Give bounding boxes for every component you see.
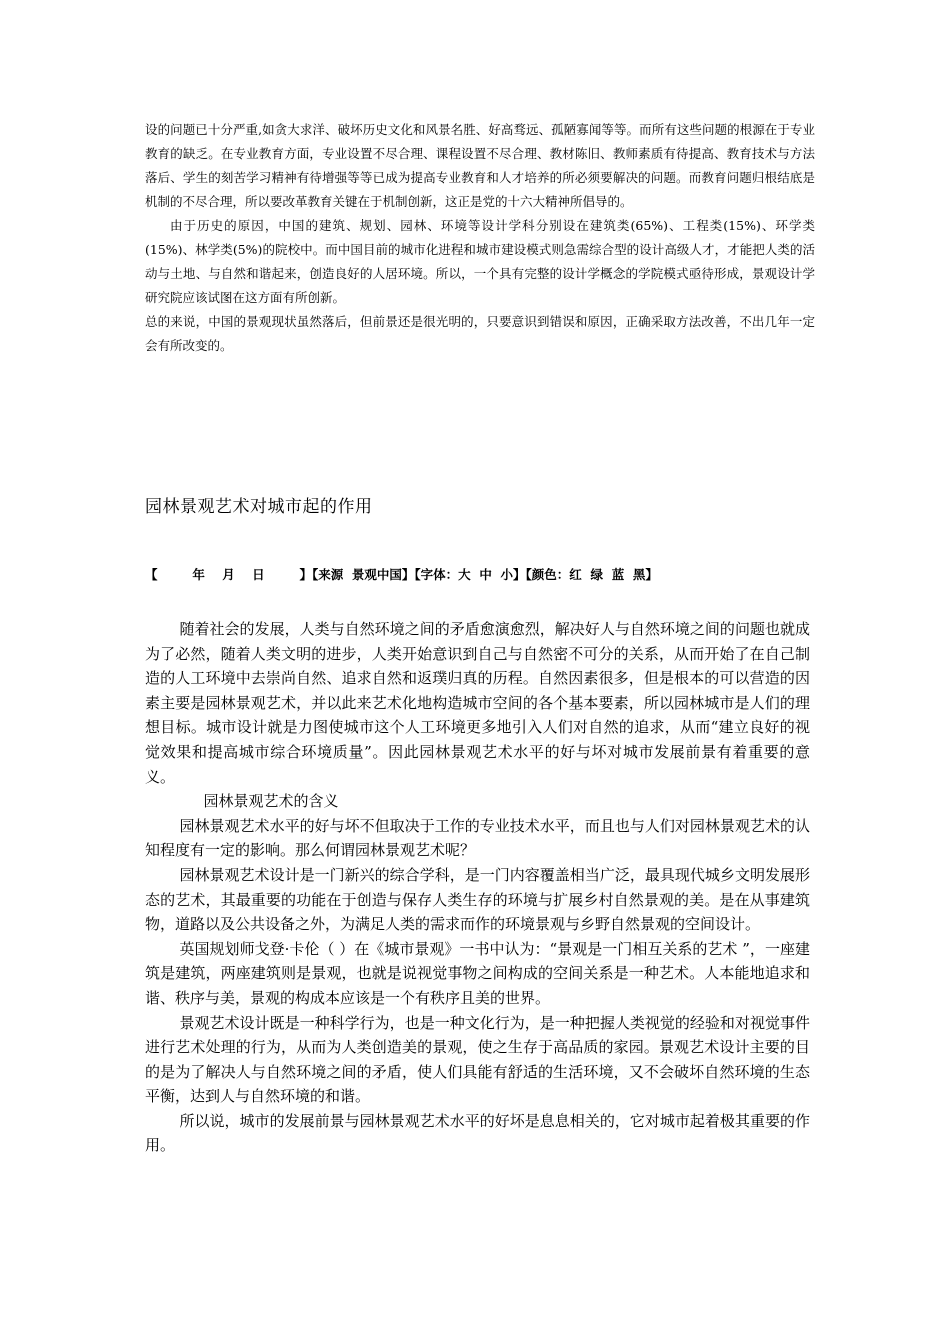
top-paragraph-1: 设的问题已十分严重,如贪大求洋、破坏历史文化和风景名胜、好高骛远、孤陋寡闻等等。而所有这些问题的根源在于专业教育的缺乏。在专业教育方面，专业设置不尽合理、课程设置不尽合理、教材陈旧、教师素质有待提高、教育技术与方法落后、学生的刻苦学习精神有待增强等等已成为提高专业教育和人才培养的所必须要解决的问题。而教育问题归根结底是机制的不尽合理，所以要改革教育关键在于机制创新，这正是党的十六大精神所倡导的。 [145, 122, 815, 209]
article-paragraph-5: 景观艺术设计既是一种科学行为，也是一种文化行为，是一种把握人类视觉的经验和对视觉事件进行艺术处理的行为，从而为人类创造美的景观，使之生存于高品质的家园。景观艺术设计主要的目的是为了解决人与自然环境之间的矛盾，使人们具能有舒适的生活环境，又不会破坏自然环境的生态平衡，达到人与自然环境的和谐。 [145, 1013, 810, 1106]
article-paragraph-1: 随着社会的发展，人类与自然环境之间的矛盾愈演愈烈，解决好人与自然环境之间的问题也就成为了必然，随着人类文明的进步，人类开始意识到自己与自然密不可分的关系，从而开始了在自己制造的人工环境中去崇尚自然、追求自然和返璞归真的历程。自然因素很多，但是根本的可以营造的因素主要是园林景观艺术，并以此来艺术化地构造城市空间的各个基本要素，所以园林城市是人们的理想目标。城市设计就是力图使城市这个人工环境更多地引入人们对自然的追求，从而“建立良好的视觉效果和提高城市综合环境质量”。因此园林景观艺术水平的好与坏对城市发展前景有着重要的意义。 [145, 620, 810, 786]
article-paragraph-6: 所以说，城市的发展前景与园林景观艺术水平的好坏是息息相关的，它对城市起着极其重要的作用。 [145, 1111, 810, 1155]
article-title: 园林景观艺术对城市起的作用 [145, 497, 373, 517]
article-meta-line[interactable]: 【 年 月 日 】【来源 景观中国】【字体：大 中 小】【颜色：红 绿 蓝 黑】 [145, 567, 658, 582]
article-paragraph-3: 园林景观艺术设计是一门新兴的综合学科，是一门内容覆盖相当广泛，最具现代城乡文明发展形态的艺术，其最重要的功能在于创造与保存人类生存的环境与扩展乡村自然景观的美。是在从事建筑物，道路以及公共设备之外，为满足人类的需求而作的环境景观与乡野自然景观的空间设计。 [145, 865, 810, 934]
article-subheading: 园林景观艺术的含义 [203, 792, 339, 811]
top-section [145, 118, 815, 358]
article-body [145, 617, 810, 1158]
top-paragraph-2: 由于历史的原因，中国的建筑、规划、园林、环境等设计学科分别设在建筑类(65%)、工程类(15%)、环学类(15%)、林学类(5%)的院校中。而中国目前的城市化进程和城市建设模式则急需综合型的设计高级人才，才能把人类的活动与土地、与自然和谐起来，创造良好的人居环境。所以，一个具有完整的设计学概念的学院模式亟待形成，景观设计学研究院应该试图在这方面有所创新。 [145, 218, 815, 305]
article-paragraph-2: 园林景观艺术水平的好与坏不但取决于工作的专业技术水平，而且也与人们对园林景观艺术的认知程度有一定的影响。那么何谓园林景观艺术呢？ [145, 816, 810, 860]
article-paragraph-4: 英国规划师戈登·卡伦（ ）在《城市景观》一书中认为：“景观是一门相互关系的艺术 ”，一座建筑是建筑，两座建筑则是景观，也就是说视觉事物之间构成的空间关系是一种艺术。人本能地追求和谐、秩序与美，景观的构成本应该是一个有秩序且美的世界。 [145, 939, 810, 1007]
top-paragraph-3: 总的来说，中国的景观现状虽然落后，但前景还是很光明的，只要意识到错误和原因，正确采取方法改善，不出几年一定会有所改变的。 [145, 314, 815, 353]
